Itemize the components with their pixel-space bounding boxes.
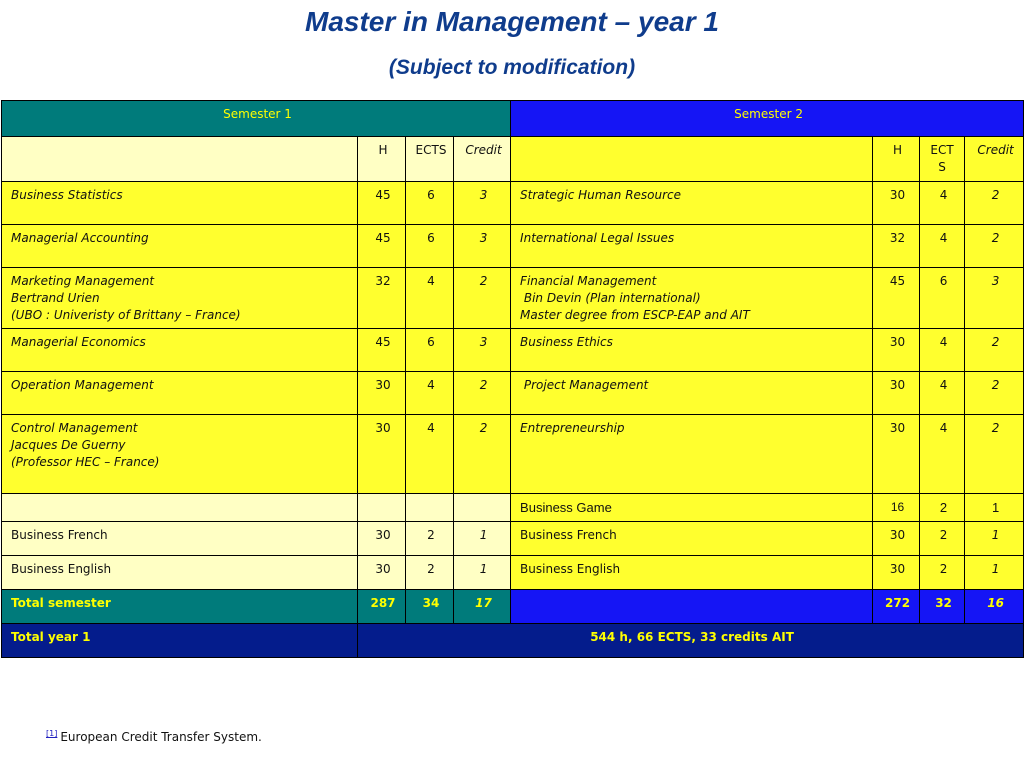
semester-2-header: Semester 2: [511, 101, 1024, 137]
hours-s2: 30: [873, 522, 920, 556]
credit-s2: 2: [965, 225, 1024, 268]
course-line: Master degree from ESCP-EAP and AIT: [520, 308, 750, 322]
total-hours-s2: 272: [873, 590, 920, 624]
header-ects-s2: ECTS: [920, 137, 965, 182]
hours-s2: 30: [873, 415, 920, 494]
hours-s1: 30: [358, 415, 406, 494]
course-line: Managerial Economics: [11, 335, 146, 349]
column-header-row: [2, 137, 1024, 182]
credit-s1: 3: [454, 225, 511, 268]
empty-cell: [2, 494, 358, 522]
footnote-marker[interactable]: [1]: [46, 729, 58, 738]
table-row: [2, 556, 1024, 590]
hours-s2: 30: [873, 182, 920, 225]
table-row: [2, 182, 1024, 225]
credit-s1: 3: [454, 329, 511, 372]
course-line: Entrepreneurship: [520, 421, 625, 435]
ects-s1: 4: [406, 268, 454, 329]
course-line: Bertrand Urien: [11, 291, 100, 305]
course-name-s2: [511, 329, 873, 372]
course-line: International Legal Issues: [520, 231, 675, 245]
ects-s2: 4: [920, 372, 965, 415]
total-year-row: [2, 624, 1024, 658]
table-row: [2, 522, 1024, 556]
hours-s2: 30: [873, 556, 920, 590]
table-row: [2, 225, 1024, 268]
hours-s2: 30: [873, 372, 920, 415]
course-line: Marketing Management: [11, 274, 155, 288]
total-credit-s1: 17: [454, 590, 511, 624]
header-credit-s2: Credit: [965, 137, 1024, 182]
table-row: [2, 372, 1024, 415]
hours-s2: 30: [873, 329, 920, 372]
hours-s1: 30: [358, 522, 406, 556]
credit-s1: 1: [454, 522, 511, 556]
hours-s1: 30: [358, 556, 406, 590]
course-line: Managerial Accounting: [11, 231, 149, 245]
credit-s1: 2: [454, 415, 511, 494]
hours-s1: 32: [358, 268, 406, 329]
empty-cell: [454, 494, 511, 522]
ects-s1: 4: [406, 372, 454, 415]
course-line: (UBO : Univeristy of Brittany – France): [11, 308, 241, 322]
hours-s2: 32: [873, 225, 920, 268]
course-line: Jacques De Guerny: [11, 438, 126, 452]
ects-s1: 2: [406, 522, 454, 556]
total-ects-s1: 34: [406, 590, 454, 624]
header-h-s1: H: [358, 137, 406, 182]
empty-cell: [358, 494, 406, 522]
credit-s1: 1: [454, 556, 511, 590]
course-line: Business Statistics: [11, 188, 123, 202]
credit-s2: 2: [965, 329, 1024, 372]
course-name-s1: Business French: [2, 522, 358, 556]
course-line: Financial Management: [520, 274, 657, 288]
total-credit-s2: 16: [965, 590, 1024, 624]
ects-s2: 2: [920, 556, 965, 590]
hours-s1: 30: [358, 372, 406, 415]
ects-s1: 6: [406, 329, 454, 372]
total-year-label: Total year 1: [2, 624, 358, 658]
empty-cell: [406, 494, 454, 522]
header-h-s2: H: [873, 137, 920, 182]
course-name-s1: [2, 329, 358, 372]
ects-s2: 4: [920, 415, 965, 494]
credit-s2: 1: [965, 494, 1024, 522]
course-name-s2: Business English: [511, 556, 873, 590]
credit-s2: 1: [965, 522, 1024, 556]
course-name-s2: [511, 415, 873, 494]
ects-s1: 6: [406, 225, 454, 268]
credit-s1: 2: [454, 372, 511, 415]
header-credit-s1: Credit: [454, 137, 511, 182]
total-hours-s1: 287: [358, 590, 406, 624]
credit-s2: 2: [965, 182, 1024, 225]
ects-s1: 6: [406, 182, 454, 225]
credit-s2: 1: [965, 556, 1024, 590]
hours-s1: 45: [358, 225, 406, 268]
course-line: Control Management: [11, 421, 138, 435]
page-title: Master in Management – year 1: [305, 6, 719, 37]
ects-s1: 2: [406, 556, 454, 590]
course-name-s1: [2, 415, 358, 494]
total-semester-row: [2, 590, 1024, 624]
ects-s2: 4: [920, 225, 965, 268]
hours-s1: 45: [358, 329, 406, 372]
course-line: (Professor HEC – France): [11, 455, 160, 469]
credit-s2: 2: [965, 415, 1024, 494]
footnote: [46, 729, 262, 744]
credit-s1: 2: [454, 268, 511, 329]
header-ects-s1: ECTS: [406, 137, 454, 182]
course-line: Operation Management: [11, 378, 154, 392]
ects-s2: 2: [920, 494, 965, 522]
course-name-s1: [2, 182, 358, 225]
credit-s1: 3: [454, 182, 511, 225]
footnote-text: European Credit Transfer System.: [60, 730, 262, 744]
hours-s2: 16: [873, 494, 920, 522]
course-name-s2: [511, 225, 873, 268]
credit-s2: 2: [965, 372, 1024, 415]
total-ects-s2: 32: [920, 590, 965, 624]
course-name-s1: [2, 225, 358, 268]
hours-s2: 45: [873, 268, 920, 329]
course-line: Strategic Human Resource: [520, 188, 682, 202]
curriculum-table: [1, 100, 1024, 658]
course-name-s2: Business Game: [511, 494, 873, 522]
table-row: [2, 415, 1024, 494]
course-name-s2: Business French: [511, 522, 873, 556]
course-name-s2: [511, 372, 873, 415]
hours-s1: 45: [358, 182, 406, 225]
total-year-value: 544 h, 66 ECTS, 33 credits AIT: [358, 624, 1024, 658]
header-blank-cell: [2, 137, 358, 182]
course-line: Business Ethics: [520, 335, 613, 349]
course-name-s1: Business English: [2, 556, 358, 590]
course-name-s2: [511, 268, 873, 329]
total-blank-s2: [511, 590, 873, 624]
semester-1-header: Semester 1: [2, 101, 511, 137]
course-name-s1: [2, 372, 358, 415]
ects-s2: 2: [920, 522, 965, 556]
course-name-s1: [2, 268, 358, 329]
ects-s2: 6: [920, 268, 965, 329]
credit-s2: 3: [965, 268, 1024, 329]
course-line: Bin Devin (Plan international): [520, 291, 701, 305]
ects-s1: 4: [406, 415, 454, 494]
ects-s2: 4: [920, 182, 965, 225]
page-subtitle: (Subject to modification): [388, 56, 636, 79]
total-semester-label: Total semester: [2, 590, 358, 624]
header-blank-cell: [511, 137, 873, 182]
table-row: [2, 494, 1024, 522]
course-name-s2: [511, 182, 873, 225]
course-line: Project Management: [520, 378, 649, 392]
ects-s2: 4: [920, 329, 965, 372]
table-row: [2, 329, 1024, 372]
table-row: [2, 268, 1024, 329]
